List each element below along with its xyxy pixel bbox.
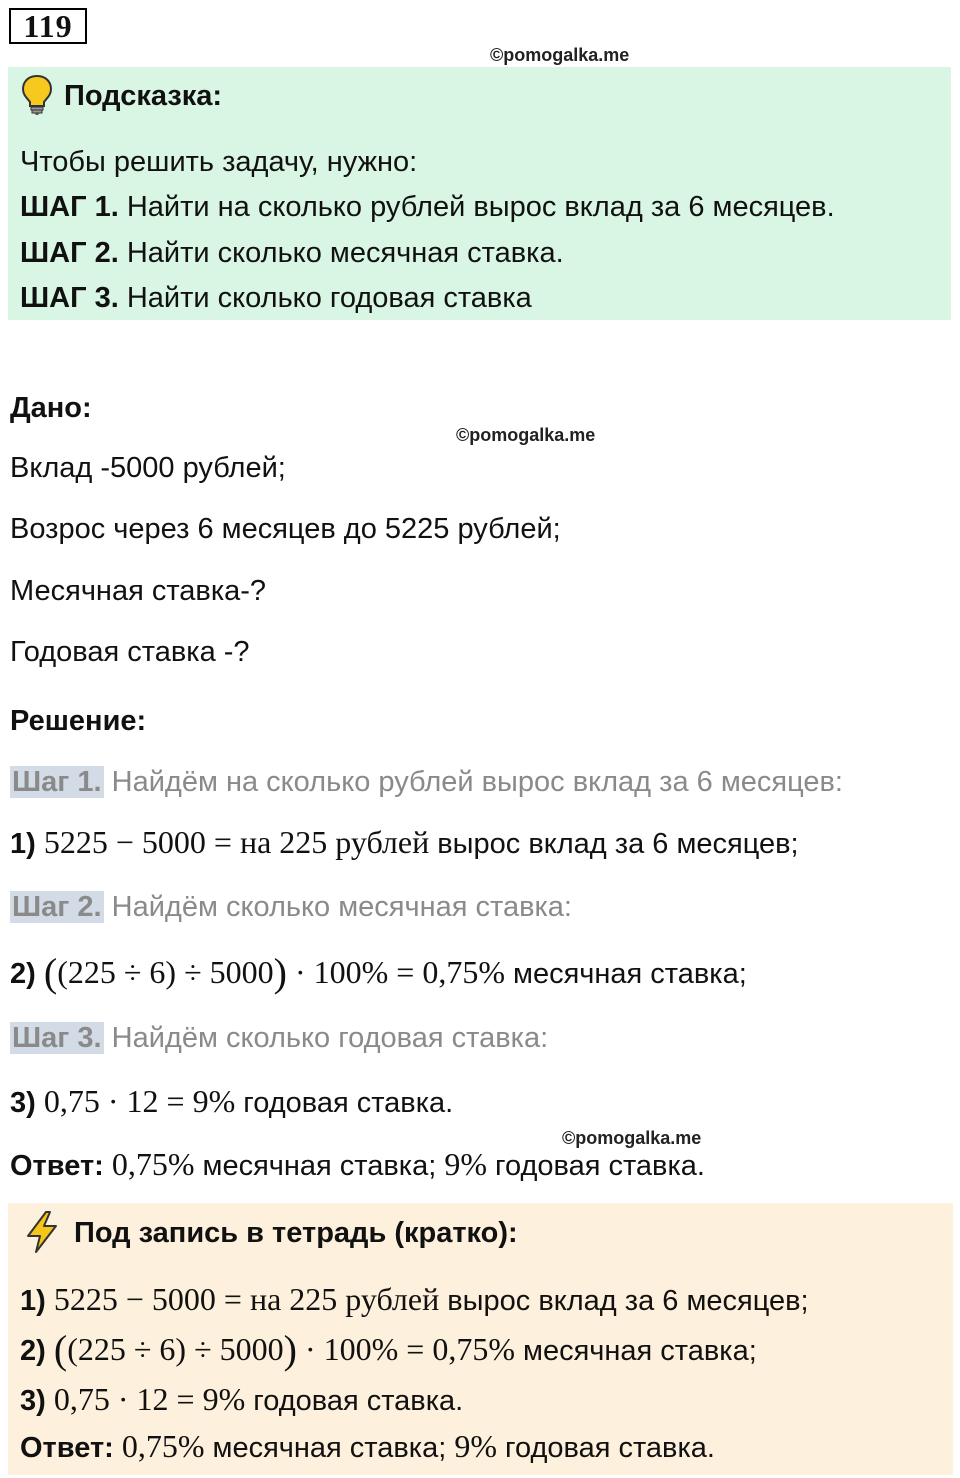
answer-text: месячная ставка;: [194, 1150, 437, 1182]
given-item: Годовая ставка -?: [10, 636, 250, 668]
math-expression: 0,75 · 12 = 9%: [43, 1083, 236, 1119]
hint-step-text: Найти на сколько рублей вырос вклад за 6 месяцев.: [118, 191, 835, 223]
line-text: месячная ставка;: [504, 958, 747, 990]
lightning-icon: [22, 1210, 62, 1254]
line-text: годовая ставка.: [245, 1385, 464, 1417]
open-paren: (: [53, 1327, 68, 1372]
open-paren: (: [43, 950, 58, 995]
step-tag: Шаг 1.: [12, 766, 102, 798]
answer-text: годовая ставка.: [486, 1150, 705, 1182]
line-number: 1): [10, 828, 36, 860]
math-expression: 5225 − 5000 = на 225 рублей: [53, 1281, 440, 1317]
line-text: вырос вклад за 6 месяцев;: [439, 1285, 809, 1317]
hint-step-label: ШАГ 1.: [20, 191, 119, 223]
answer-math: 9%: [436, 1146, 487, 1182]
solution-step-2: [10, 889, 572, 925]
notebook-line-3: [20, 1381, 463, 1419]
close-paren: ): [283, 1327, 297, 1372]
step-text: Найдём сколько месячная ставка:: [103, 891, 572, 923]
close-paren: ): [273, 950, 287, 995]
step-text: Найдём сколько годовая ставка:: [103, 1022, 549, 1054]
solution-step-3: [10, 1020, 548, 1056]
line-number: 2): [20, 1335, 46, 1367]
hint-step-label: ШАГ 3.: [20, 282, 119, 314]
line-number: 2): [10, 958, 36, 990]
notebook-line-1: [20, 1281, 809, 1319]
given-item: Месячная ставка-?: [10, 575, 267, 607]
answer-line: [10, 1146, 705, 1184]
line-number: 3): [10, 1087, 36, 1119]
line-text: годовая ставка.: [235, 1087, 454, 1119]
solution-title: Решение:: [10, 705, 147, 737]
notebook-title: Под запись в тетрадь (кратко):: [74, 1217, 518, 1249]
solution-line-2: [10, 950, 747, 995]
answer-math: 0,75%: [103, 1146, 195, 1182]
math-expression: 5225 − 5000 = на 225 рублей: [43, 824, 430, 860]
watermark: ©pomogalka.me: [456, 425, 596, 445]
line-text: вырос вклад за 6 месяцев;: [429, 828, 799, 860]
answer-text: годовая ставка.: [496, 1432, 715, 1464]
problem-number: 119: [9, 8, 87, 44]
step-text: Найдём на сколько рублей вырос вклад за 6 месяцев:: [103, 766, 843, 798]
notebook-line-2: [20, 1327, 757, 1372]
answer-math: 0,75%: [113, 1428, 205, 1464]
line-number: 3): [20, 1385, 46, 1417]
solution-line-3: [10, 1083, 453, 1121]
step-tag: Шаг 3.: [12, 1022, 102, 1054]
watermark: ©pomogalka.me: [490, 45, 630, 65]
answer-math: 9%: [446, 1428, 497, 1464]
hint-intro: Чтобы решить задачу, нужно:: [20, 146, 418, 178]
math-expression: · 100% = 0,75%: [286, 954, 505, 990]
solution-step-1: [10, 764, 843, 800]
hint-step-text: Найти сколько годовая ставка: [118, 282, 532, 314]
step-tag: Шаг 2.: [12, 891, 102, 923]
hint-step-label: ШАГ 2.: [20, 237, 119, 269]
math-expression: (225 ÷ 6) ÷ 5000: [57, 954, 274, 990]
math-expression: (225 ÷ 6) ÷ 5000: [67, 1331, 284, 1367]
hint-title: Подсказка:: [64, 80, 223, 112]
answer-text: месячная ставка;: [204, 1432, 447, 1464]
line-text: месячная ставка;: [514, 1335, 757, 1367]
hint-step-3: [20, 280, 532, 316]
hint-step-2: [20, 235, 564, 271]
solution-line-1: [10, 824, 799, 862]
lightbulb-icon: [20, 74, 54, 116]
math-expression: · 100% = 0,75%: [296, 1331, 515, 1367]
hint-step-text: Найти сколько месячная ставка.: [118, 237, 564, 269]
answer-label: Ответ:: [20, 1432, 114, 1464]
hint-step-1: [20, 189, 835, 225]
math-expression: 0,75 · 12 = 9%: [53, 1381, 246, 1417]
given-title: Дано:: [10, 392, 92, 424]
line-number: 1): [20, 1285, 46, 1317]
given-item: Возрос через 6 месяцев до 5225 рублей;: [10, 513, 561, 545]
notebook-answer: [20, 1428, 715, 1466]
given-item: Вклад -5000 рублей;: [10, 452, 286, 484]
answer-label: Ответ:: [10, 1150, 104, 1182]
watermark: ©pomogalka.me: [562, 1128, 702, 1148]
